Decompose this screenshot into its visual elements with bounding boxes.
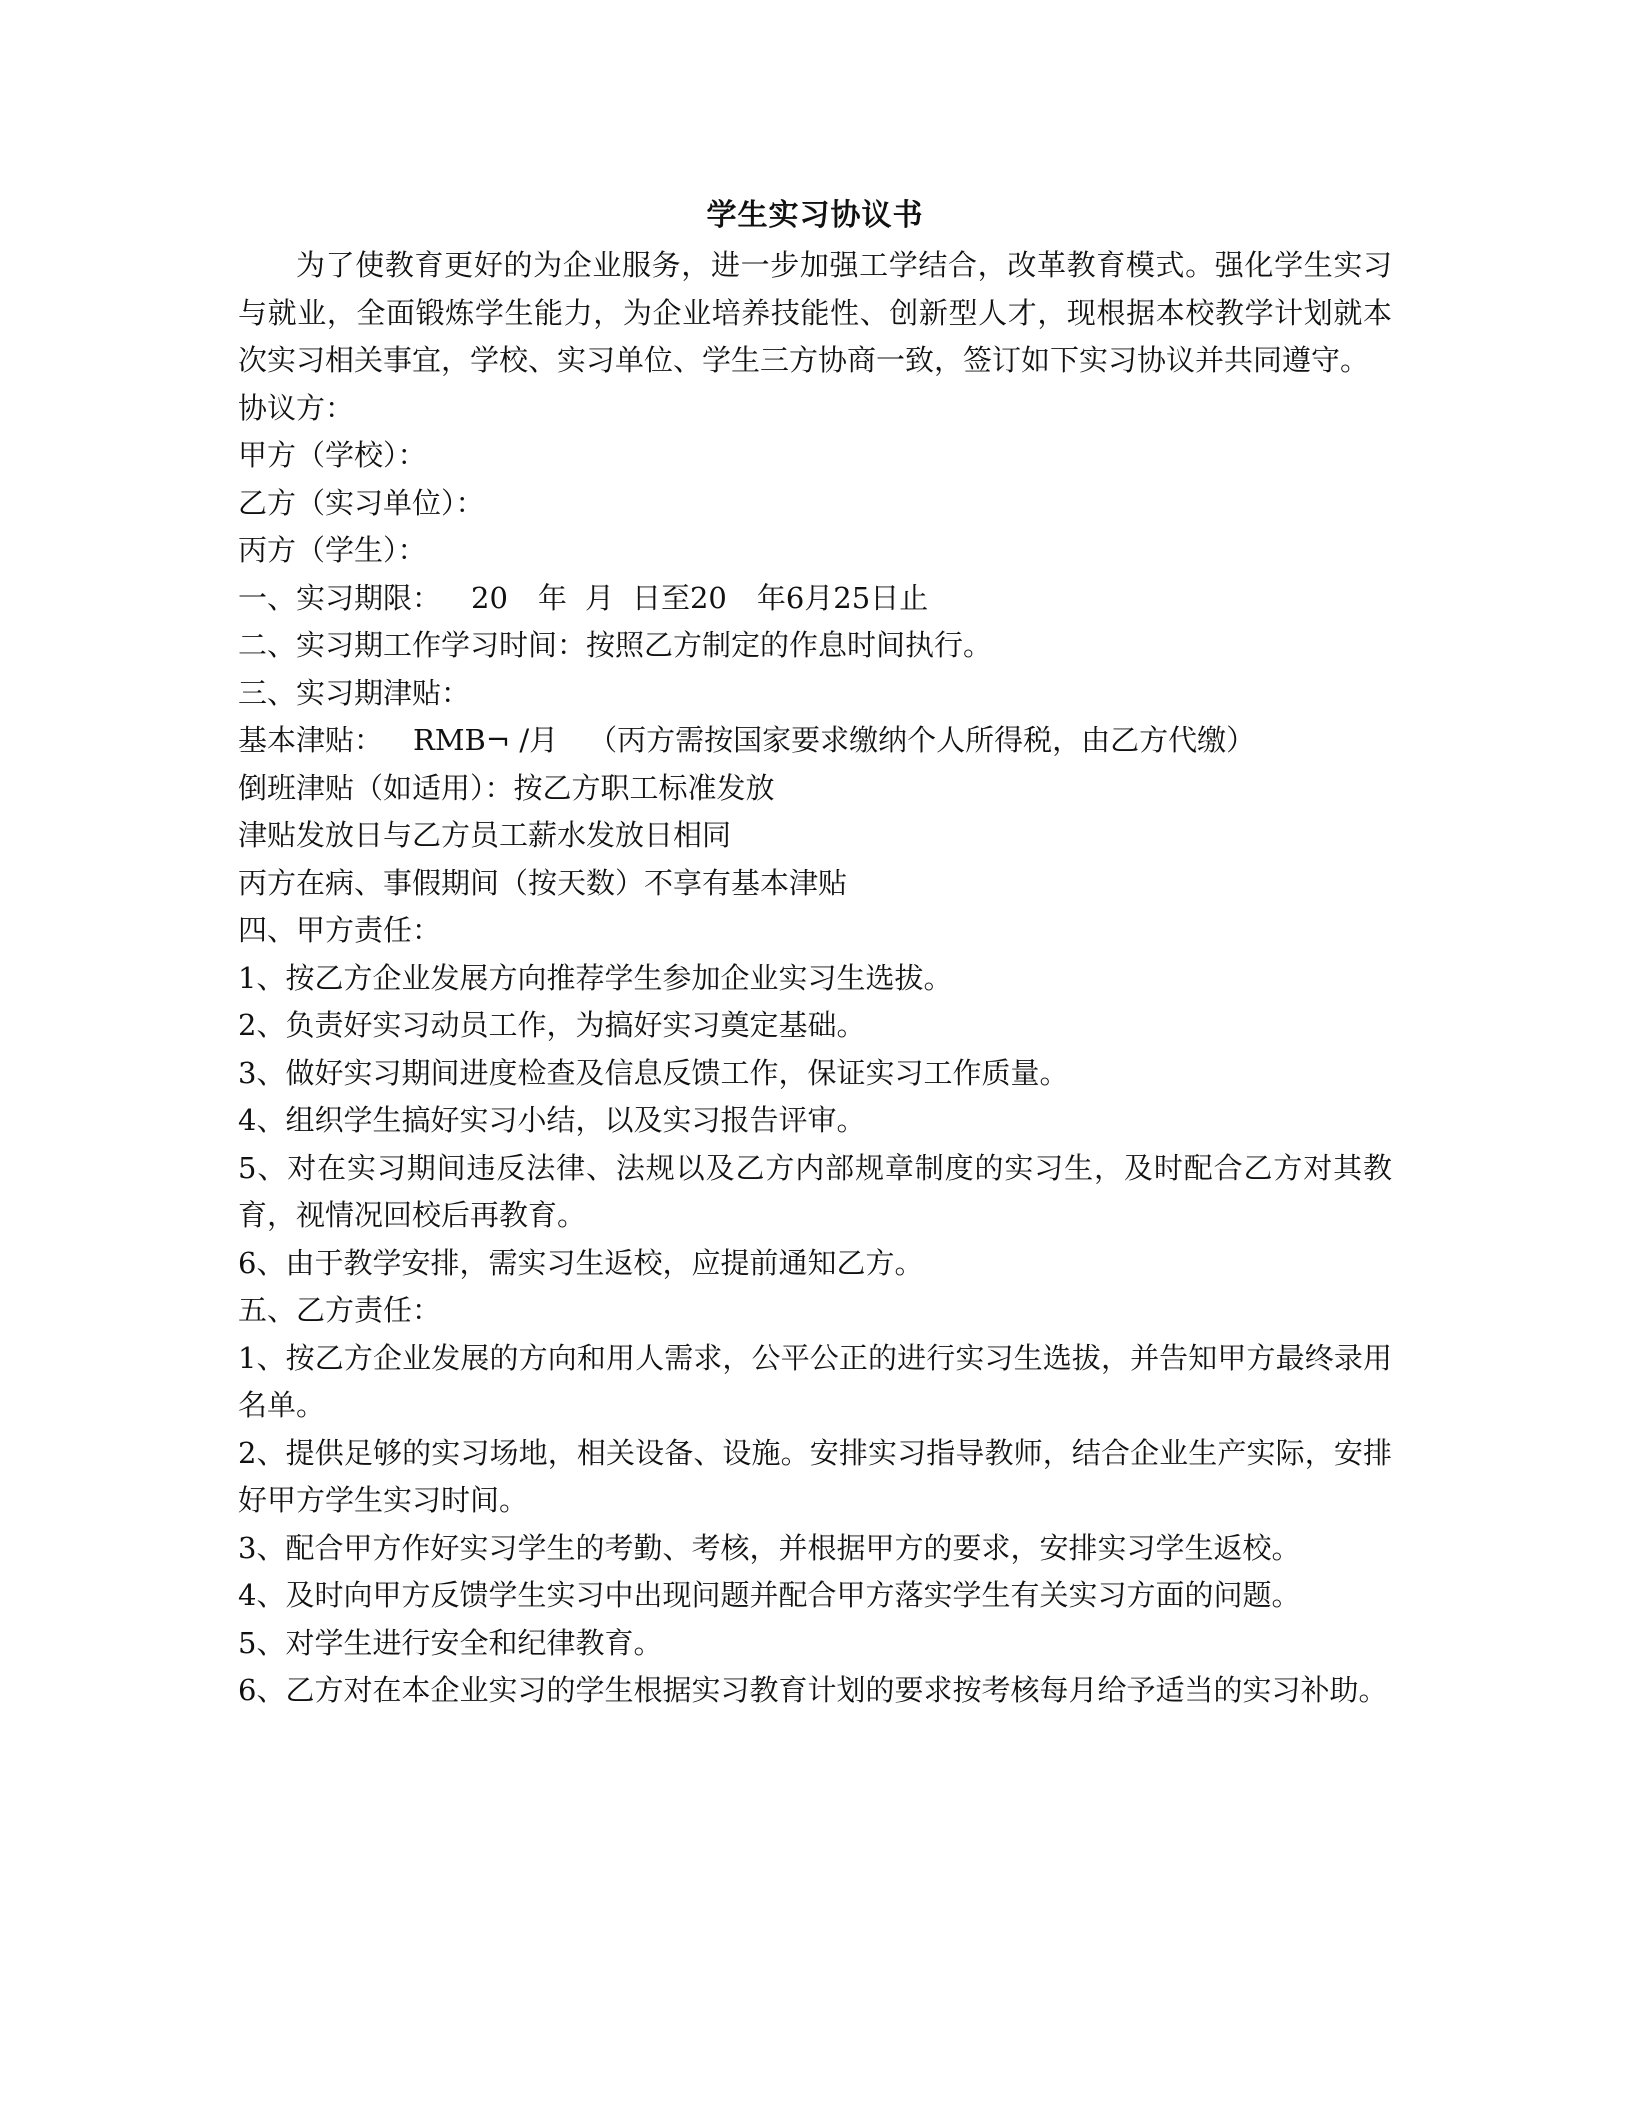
agreement-page xyxy=(238,196,1392,1715)
intro-paragraph: 为了使教育更好的为企业服务，进一步加强工学结合，改革教育模式。强化学生实习与就业，全面锻炼学生能力，为企业培养技能性、创新型人才，现根据本校教学计划就本次实习相关事宜，学校、实习单位、学生三方协商一致，签订如下实习协议并共同遵守。 xyxy=(238,248,1392,377)
party-b-field: 乙方（实习单位）： xyxy=(238,485,485,520)
party-b-duty-item: 2、提供足够的实习场地，相关设备、设施。安排实习指导教师，结合企业生产实际，安排好甲方学生实习时间。 xyxy=(238,1435,1392,1517)
allowance-payday: 津贴发放日与乙方员工薪水发放日相同 xyxy=(238,818,732,852)
party-a-duty-item: 6、由于教学安排，需实习生返校，应提前通知乙方。 xyxy=(238,1245,924,1280)
party-a-duty-item: 4、组织学生搞好实习小结，以及实习报告评审。 xyxy=(238,1103,866,1137)
document-title: 学生实习协议书 xyxy=(706,198,924,233)
period-month-char: 月 xyxy=(584,580,614,615)
party-a-duties-heading: 四、甲方责任： xyxy=(238,913,442,947)
party-a-duty-item: 5、对在实习期间违反法律、法规以及乙方内部规章制度的实习生，及时配合乙方对其教育，视情况回校后再教育。 xyxy=(238,1150,1392,1232)
work-time-clause: 二、实习期工作学习时间：按照乙方制定的作息时间执行。 xyxy=(238,628,993,662)
internship-period xyxy=(238,575,1392,623)
party-a-duty-item: 3、做好实习期间进度检查及信息反馈工作，保证实习工作质量。 xyxy=(238,1055,1069,1090)
party-b-duty-item: 5、对学生进行安全和纪律教育。 xyxy=(238,1625,663,1660)
party-b-duty-item: 3、配合甲方作好实习学生的考勤、考核，并根据甲方的要求，安排实习学生返校。 xyxy=(238,1530,1301,1565)
basic-allowance-note: （丙方需按国家要求缴纳个人所得税，由乙方代缴） xyxy=(588,723,1256,757)
period-year-char: 年 xyxy=(537,580,567,615)
shift-allowance: 倒班津贴（如适用）：按乙方职工标准发放 xyxy=(238,770,775,805)
period-end-date: 年6月25日止 xyxy=(756,580,929,615)
leave-allowance-rule: 丙方在病、事假期间（按天数）不享有基本津贴 xyxy=(238,865,848,900)
basic-allowance-label: 基本津贴： xyxy=(238,723,384,757)
party-a-duty-item: 2、负责好实习动员工作，为搞好实习奠定基础。 xyxy=(238,1008,866,1042)
party-a-field: 甲方（学校）： xyxy=(238,438,427,472)
party-b-duties-heading: 五、乙方责任： xyxy=(238,1293,442,1327)
party-b-duty-item: 1、按乙方企业发展的方向和用人需求，公平公正的进行实习生选拔，并告知甲方最终录用名单。 xyxy=(238,1340,1392,1422)
party-b-duty-item: 4、及时向甲方反馈学生实习中出现问题并配合甲方落实学生有关实习方面的问题。 xyxy=(238,1578,1301,1612)
period-label: 一、实习期限： xyxy=(238,580,442,615)
period-day-to: 日至20 xyxy=(631,580,727,615)
party-b-duty-item: 6、乙方对在本企业实习的学生根据实习教育计划的要求按考核每月给予适当的实习补助。 xyxy=(238,1673,1388,1707)
party-c-field: 丙方（学生）： xyxy=(238,533,427,567)
party-a-duty-item: 1、按乙方企业发展方向推荐学生参加企业实习生选拔。 xyxy=(238,960,953,995)
period-year-start: 20 xyxy=(471,580,508,615)
basic-allowance-amount: RMB¬ /月 xyxy=(413,723,559,757)
parties-label: 协议方： xyxy=(238,390,355,425)
allowance-heading: 三、实习期津贴： xyxy=(238,675,471,710)
basic-allowance xyxy=(238,717,1392,765)
